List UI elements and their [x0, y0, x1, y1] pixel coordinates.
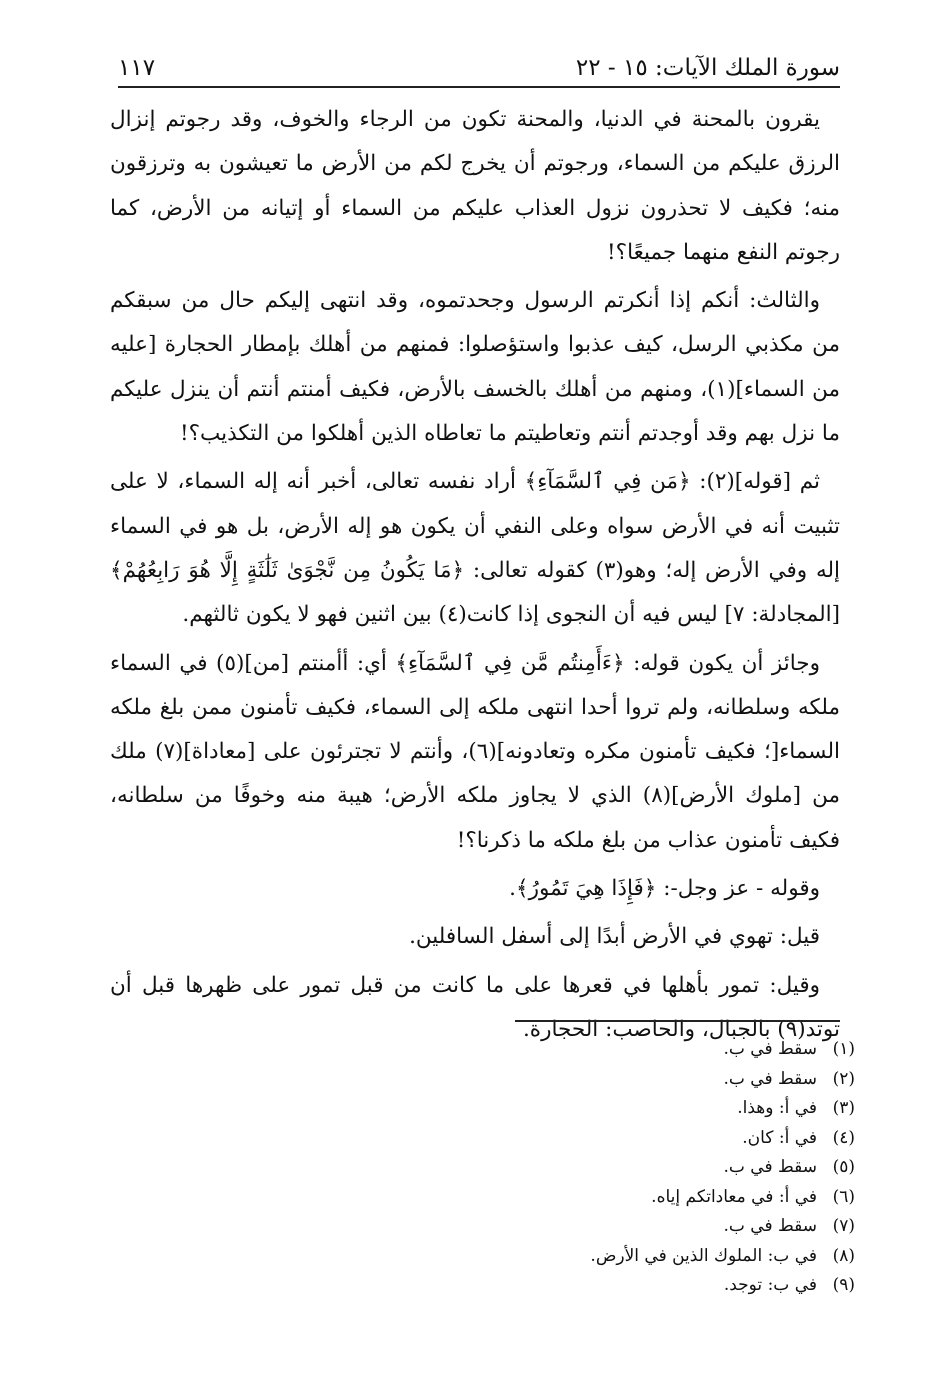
footnote-item [590, 1212, 855, 1242]
running-title: سورة الملك الآيات: ١٥ - ٢٢ [575, 55, 840, 81]
paragraph: ثم [قوله](٢): ﴿مَن فِي ٱلسَّمَآءِ﴾ أراد نفسه تعالى، أخبر أنه إله السماء، لا على تثبيت أنه في الأرض سواه وعلى النفي أن يكون هو إله الأرض، بل هو في السماء إله وفي الأرض إله؛ وهو(٣) كقوله تعالى: ﴿مَا يَكُونُ مِن نَّجْوَىٰ ثَلَٰثَةٍ إِلَّا هُوَ رَابِعُهُمْ﴾ [المجادلة: ٧] ليس فيه أن النجوى إذا كانت(٤) بين اثنين فهو لا يكون ثالثهم. [110, 469, 840, 628]
footnotes-list [590, 1035, 855, 1301]
footnote-text: في أ: في معاداتكم إياه. [651, 1186, 817, 1207]
footnote-item [590, 1035, 855, 1065]
footnote-text: في أ: وهذا. [737, 1098, 817, 1118]
page-number: ١١٧ [118, 55, 156, 81]
footnote-text: في أ: كان. [742, 1127, 817, 1148]
footnote-item [590, 1271, 855, 1301]
main-text [110, 98, 840, 1056]
paragraph: يقرون بالمحنة في الدنيا، والمحنة تكون من الرجاء والخوف، وقد رجوتم إنزال الرزق عليكم من السماء، ورجوتم أن يخرج لكم من الأرض ما تعيشون به وترزقون منه؛ فكيف لا تحذرون نزول العذاب عليكم من السماء أو إتيانه من الأرض، كما رجوتم النفع منهما جميعًا؟! [110, 107, 840, 265]
footnote-number: (٨) [832, 1245, 855, 1266]
footnote-text: في ب: توجد. [723, 1275, 817, 1295]
footnote-item [590, 1124, 855, 1154]
footnote-number: (٦) [832, 1186, 855, 1207]
footnote-text: سقط في ب. [723, 1068, 817, 1089]
footnote-text: سقط في ب. [723, 1157, 817, 1177]
paragraph: والثالث: أنكم إذا أنكرتم الرسول وجحدتموه، وقد انتهى إليكم حال من سبقكم من مكذبي الرسل، كيف عذبوا واستؤصلوا: فمنهم من أهلك بإمطار الحجارة [عليه من السماء](١)، ومنهم من أهلك بالخسف بالأرض، فكيف أمنتم أنتم أن ينزل عليكم ما نزل بهم وقد أوجدتم أنتم وتعاطيتم ما تعاطاه الذين أهلكوا من التكذيب؟! [110, 288, 840, 447]
footnote-number: (٥) [832, 1157, 855, 1177]
footnote-item [590, 1094, 855, 1124]
footnote-number: (٤) [832, 1127, 855, 1148]
footnote-item [590, 1065, 855, 1095]
footnote-text: في ب: الملوك الذين في الأرض. [590, 1245, 817, 1266]
footnote-number: (٩) [832, 1275, 855, 1295]
footnote-item [590, 1153, 855, 1183]
footnote-text: سقط في ب. [723, 1216, 817, 1236]
paragraph: قيل: تهوي في الأرض أبدًا إلى أسفل السافلين. [409, 924, 820, 950]
paragraph: وقيل: تمور بأهلها في قعرها على ما كانت من قبل تمور على ظهرها قبل أن توتد(٩) بالجبال، والحاصب: الحجارة. [110, 972, 840, 1042]
page-header [118, 46, 840, 88]
paragraph: وجائز أن يكون قوله: ﴿ءَأَمِنتُم مَّن فِي ٱلسَّمَآءِ﴾ أي: أأمنتم [من](٥) في السماء ملكه وسلطانه، ولم تروا أحدا انتهى ملكه إلى السماء، فكيف تأمنون ممن بلغ ملكه السماء[؛ فكيف تأمنون مكره وتعادونه](٦)، وأنتم لا تجترئون على [معاداة](٧) ملك من [ملوك الأرض](٨) الذي لا يجاوز ملكه الأرض؛ هيبة منه وخوفًا من سلطانه، فكيف تأمنون عذاب من بلغ ملكه ما ذكرنا؟! [110, 650, 840, 853]
footnote-number: (٣) [832, 1098, 855, 1118]
footnote-item [590, 1242, 855, 1272]
footnote-number: (٧) [832, 1216, 855, 1236]
paragraph: وقوله - عز وجل-: ﴿فَإِذَا هِيَ تَمُورُ﴾. [509, 876, 820, 902]
footnote-item [590, 1183, 855, 1213]
footnote-divider [515, 1020, 840, 1022]
footnote-number: (٢) [832, 1068, 855, 1089]
footnote-number: (١) [832, 1039, 855, 1059]
footnote-text: سقط في ب. [723, 1039, 817, 1059]
